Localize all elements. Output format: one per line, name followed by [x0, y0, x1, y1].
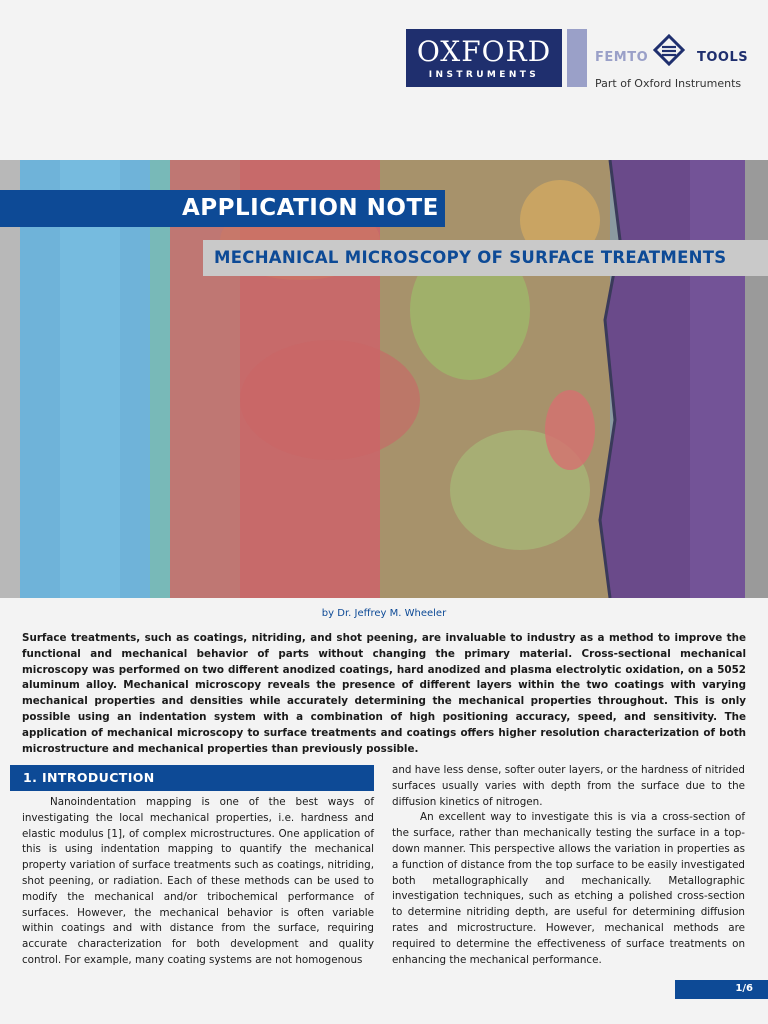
page-number: 1/6 [735, 983, 753, 994]
section-heading-text: 1. INTRODUCTION [23, 770, 155, 785]
logo-divider-bar [567, 29, 587, 87]
abstract-paragraph: Surface treatments, such as coatings, nitriding, and shot peening, are invaluable to industry as a method to improve the functional and mechanical behavior of parts without changing the primary material. Cross-sectional mechanical microscopy was performed on two different anodized coatings, hard anodized and plasma electrolytic oxidation, on a 5052 aluminum alloy. Mechanical microscopy reveals the presence of different layers within the two coatings with varying mechanical properties and densities while accurately determining the mechanical properties throughout. This is only possible using an indentation system with a combination of high positioning accuracy, speed, and sensitivity. The application of mechanical microscopy to surface treatments and coatings offers higher resolution characterization of both microstructure and mechanical properties than previously possible. [22, 632, 746, 755]
right-column [392, 763, 745, 968]
femtotools-logo [595, 34, 760, 70]
page-title: APPLICATION NOTE [182, 195, 439, 221]
page-number-badge [675, 980, 768, 999]
intro-paragraph-2: and have less dense, softer outer layers, or the hardness of nitrided surfaces usually varies with depth from the surface due to the diffusion kinetics of nitrogen. [392, 764, 745, 808]
intro-paragraph-3: An excellent way to investigate this is via a cross-section of the surface, rather than mechanically testing the surface in a top-down manner. This perspective allows the variation in properties as a function of distance from the top surface to be easily investigated both metallographically and mechanically. Metallographic investigation techniques, such as etching a polished cross-section to determine nitriding depth, are useful for determining diffusion rates and microstructure. However, mechanical methods are required to determine the effectiveness of surface treatments on enhancing the mechanical performance. [392, 811, 745, 966]
tools-logo-word: TOOLS [697, 50, 749, 65]
section-heading-introduction [10, 765, 374, 791]
subtitle-banner [203, 240, 768, 276]
femtotools-tagline: Part of Oxford Instruments [595, 77, 742, 90]
femtotools-mark-icon [653, 34, 685, 66]
femto-logo-word: FEMTO [595, 50, 649, 65]
intro-paragraph-1: Nanoindentation mapping is one of the best ways of investigating the local mechanical properties, i.e. hardness and elastic modulus [1], of complex microstructures. One application of this is using indentation mapping to quantify the mechanical property variation of surface treatments such as coatings, nitriding, shot peening, or radiation. Each of these methods can be used to modify the mechanical and/or tribochemical performance of surfaces. However, the mechanical behavior is often variable within coatings and with distance from the surface, requiring accurate characterization for both development and quality control. For example, many coating systems are not homogenous [22, 796, 374, 966]
application-note-banner [0, 190, 445, 227]
oxford-logo-sub: INSTRUMENTS [428, 70, 540, 80]
author-byline: by Dr. Jeffrey M. Wheeler [321, 608, 447, 619]
oxford-logo-word: OXFORD [416, 35, 552, 68]
page-subtitle: MECHANICAL MICROSCOPY OF SURFACE TREATMENTS [214, 248, 727, 267]
left-column [22, 795, 374, 969]
oxford-instruments-logo [406, 29, 562, 87]
